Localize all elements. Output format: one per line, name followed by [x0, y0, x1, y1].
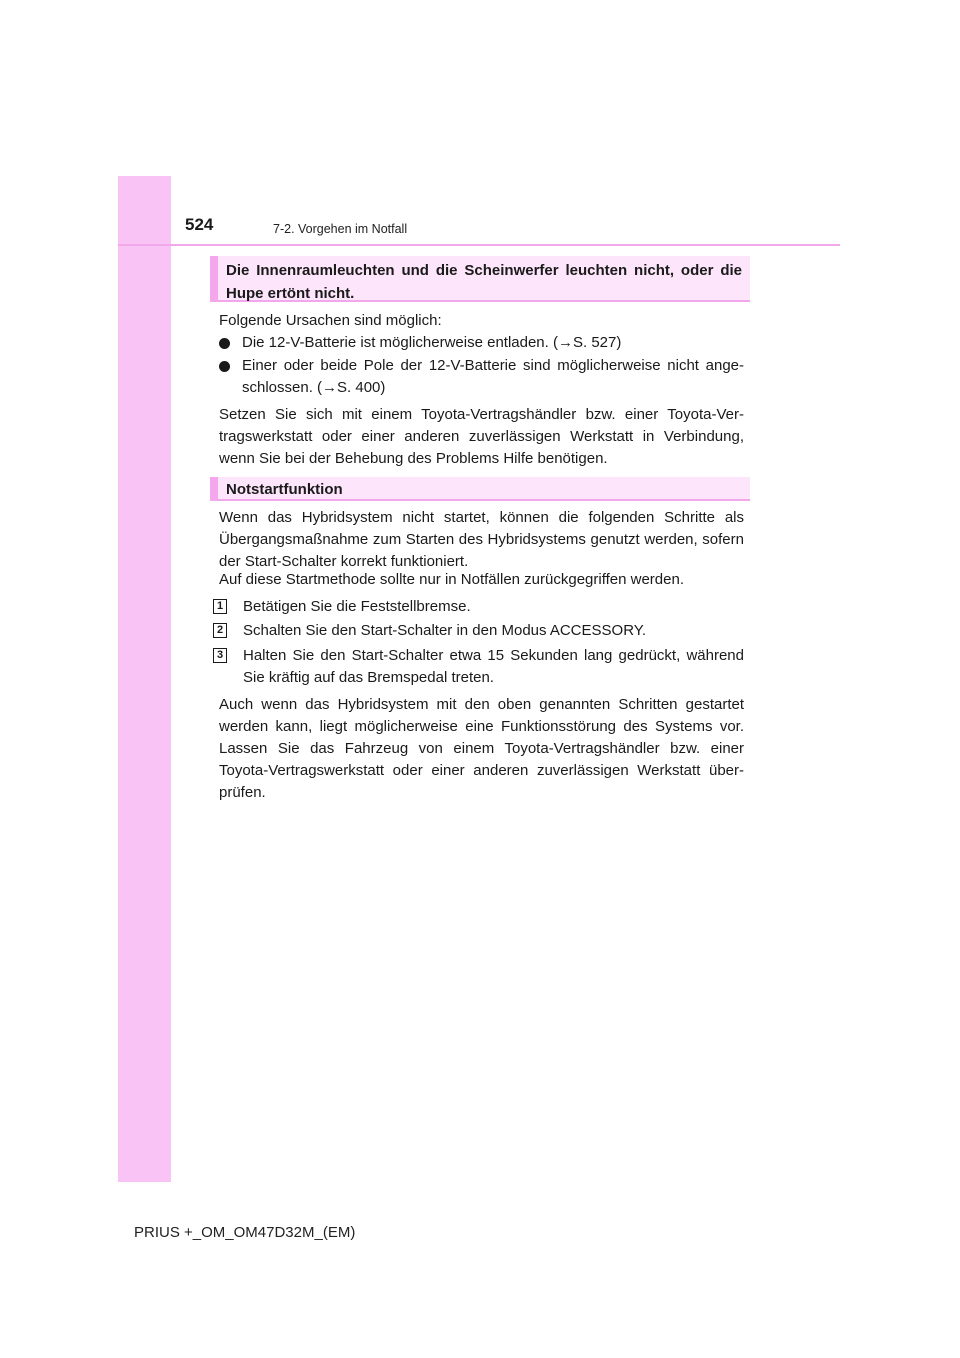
bullet-text: Die 12-V-Batterie ist möglicherweise entladen. (→S. 527) — [242, 334, 622, 351]
closing-paragraph: Auch wenn das Hybridsystem mit den oben genannten Schritten gestartet werden kann, liegt möglicherweise eine Funktionsstörung des Systems vor. Lassen Sie das Fahrzeug von einem Toyota-Vertragshändler bzw. einer Toyota-Vertragswerkstatt oder einer anderen zuverlässigen Werkstatt über-prüfen. — [219, 696, 744, 801]
emergency-intro: Wenn das Hybridsystem nicht startet, können die folgenden Schritte als Übergangsmaßnahme zum Starten des Hybridsystems genutzt werden, sofern der Start-Schalter korrekt funktioniert. — [219, 509, 744, 570]
step-number-badge: 1 — [213, 599, 227, 614]
step-item — [213, 645, 744, 689]
heading-box-emergency-start — [210, 477, 750, 501]
bullet-text: Einer oder beide Pole der 12-V-Batterie sind möglicherweise nicht ange-schlossen. (→S. 400) — [242, 357, 744, 396]
contact-paragraph: Setzen Sie sich mit einem Toyota-Vertragshändler bzw. einer Toyota-Ver-tragswerkstatt oder einer anderen zuverlässigen Werkstatt in Verbindung, wenn Sie bei der Behebung des Problems Hilfe benötigen. — [219, 406, 744, 467]
step-text: Schalten Sie den Start-Schalter in den Modus ACCESSORY. — [243, 622, 647, 639]
step-text: Halten Sie den Start-Schalter etwa 15 Sekunden lang gedrückt, während Sie kräftig auf das Bremspedal treten. — [243, 647, 744, 686]
bullet-item — [219, 332, 744, 354]
step-number-badge: 2 — [213, 623, 227, 638]
causes-intro: Folgende Ursachen sind möglich: — [219, 312, 442, 329]
heading-box-lights-horn — [210, 256, 750, 302]
emergency-note: Auf diese Startmethode sollte nur in Notfällen zurückgegriffen werden. — [219, 571, 684, 588]
side-strip — [118, 176, 171, 1182]
heading-emergency-start: Notstartfunktion — [226, 481, 343, 498]
bullet-item — [219, 355, 744, 399]
section-title: 7-2. Vorgehen im Notfall — [273, 222, 408, 236]
bullet-dot-icon — [219, 361, 230, 372]
step-item — [213, 596, 744, 618]
step-item — [213, 620, 744, 642]
bullet-dot-icon — [219, 338, 230, 349]
step-number-badge: 3 — [213, 648, 227, 663]
header-rule — [118, 244, 840, 246]
footer-code: PRIUS +_OM_OM47D32M_(EM) — [134, 1224, 356, 1241]
page-number: 524 — [185, 215, 214, 234]
step-text: Betätigen Sie die Feststellbremse. — [243, 598, 471, 615]
heading-lights-horn: Die Innenraumleuchten und die Scheinwerfer leuchten nicht, oder die Hupe ertönt nicht. — [226, 262, 742, 302]
